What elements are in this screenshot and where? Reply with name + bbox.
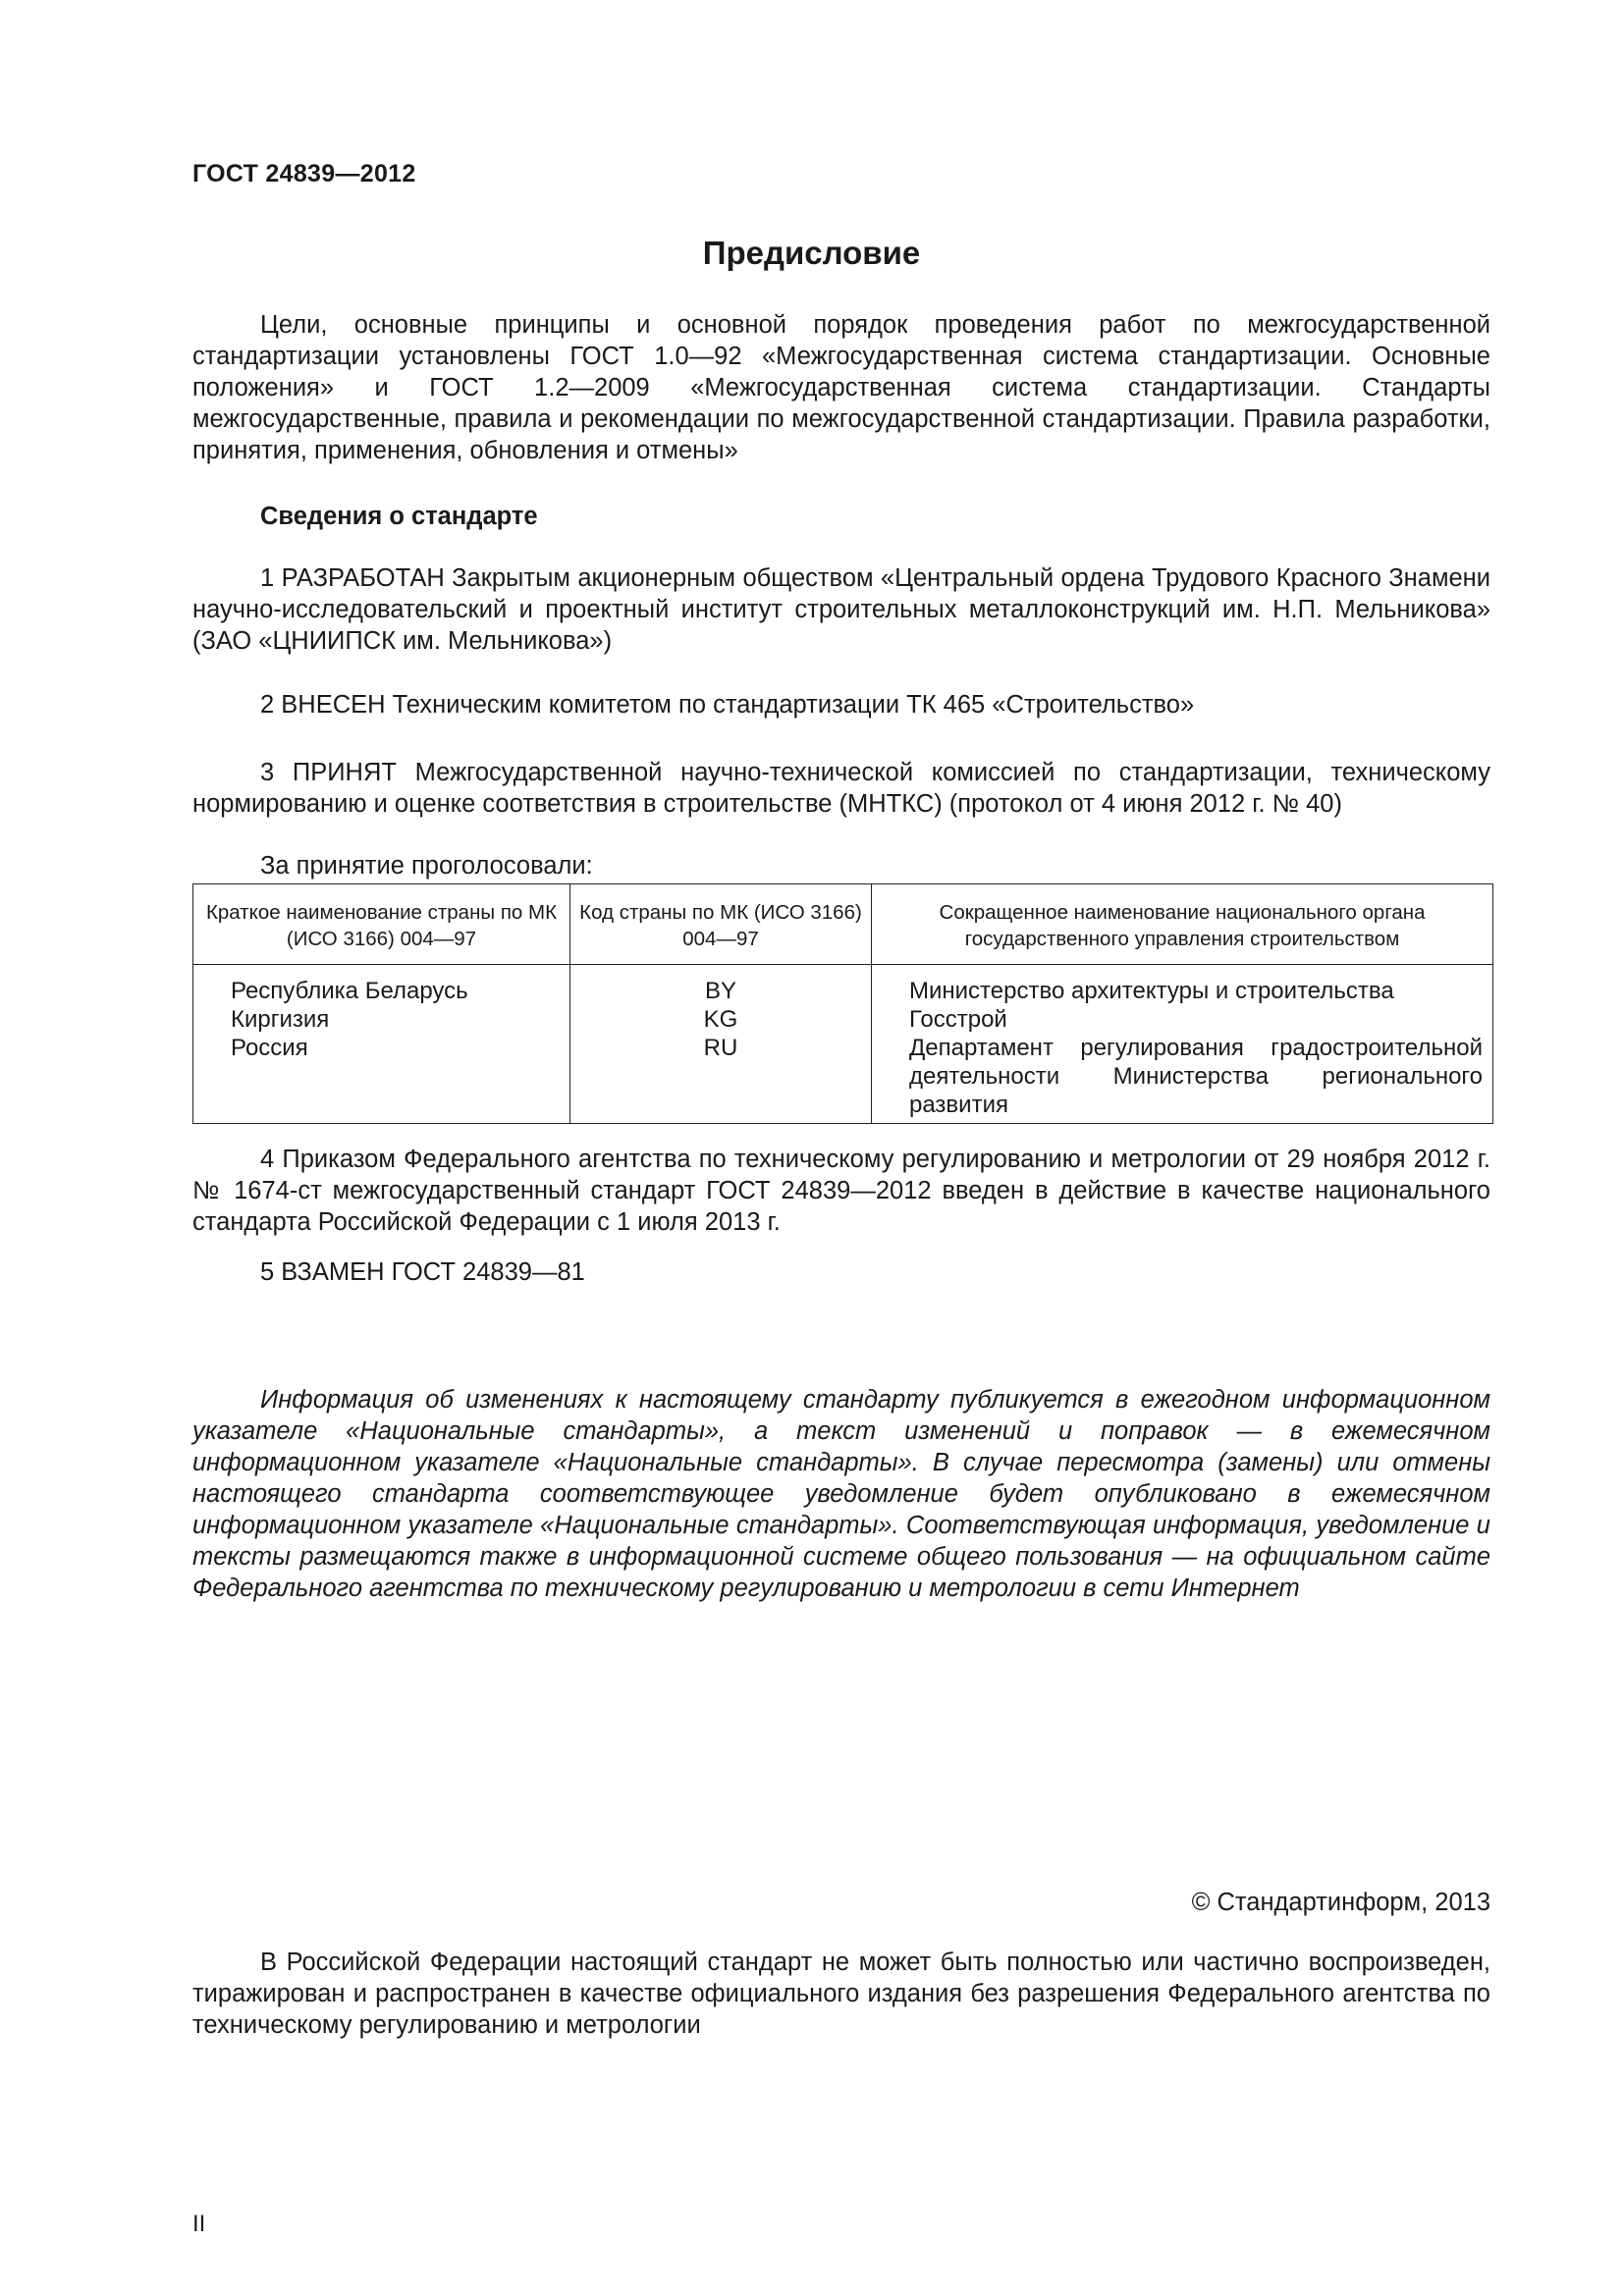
voted-label: За принятие проголосовали: <box>260 852 593 880</box>
document-code-header: ГОСТ 24839—2012 <box>192 160 416 187</box>
table-row <box>193 1005 1493 1034</box>
item-2-introduced: 2 ВНЕСЕН Техническим комитетом по стандартизации ТК 465 «Строительство» <box>260 691 1195 719</box>
table-cell-authority: Департамент регулирования градостроительной деятельности Министерства регионального развития <box>872 1034 1493 1124</box>
intro-paragraph: Цели, основные принципы и основной порядок проведения работ по межгосударственной стандартизации установлены ГОСТ 1.0—92 «Межгосударственная система стандартизации. Основные положения» и ГОСТ 1.2—2009 «Межгосударственная система стандартизации. Стандарты межгосударственные, правила и рекомендации по межгосударственной стандартизации. Правила разработки, принятия, применения, обновления и отмены» <box>192 311 1490 464</box>
item-4-order: 4 Приказом Федерального агентства по техническому регулированию и метрологии от 29 ноября 2012 г. № 1674-ст межгосударственный стандарт ГОСТ 24839—2012 введен в действие в качестве национального стандарта Российской Федерации с 1 июля 2013 г. <box>192 1146 1490 1236</box>
table-cell-code: BY <box>570 965 872 1006</box>
table-cell-country: Киргизия <box>193 1005 570 1034</box>
table-header-row <box>193 884 1493 965</box>
table-header-code: Код страны по МК (ИСО 3166) 004—97 <box>570 884 872 965</box>
table-row <box>193 1034 1493 1124</box>
table-header-country: Краткое наименование страны по МК (ИСО 3166) 004—97 <box>193 884 570 965</box>
item-1-developed: 1 РАЗРАБОТАН Закрытым акционерным обществом «Центральный ордена Трудового Красного Знамени научно-исследовательский и проектный институт строительных металлоконструкций им. Н.П. Мельникова» (ЗАО «ЦНИИПСК им. Мельникова») <box>192 564 1490 655</box>
table-cell-country: Республика Беларусь <box>193 965 570 1006</box>
reproduction-notice: В Российской Федерации настоящий стандарт не может быть полностью или частично воспроизведен, тиражирован и распространен в качестве официального издания без разрешения Федерального агентства по техническому регулированию и метрологии <box>192 1949 1490 2039</box>
voting-countries-table <box>192 883 1493 1124</box>
table-cell-country: Россия <box>193 1034 570 1124</box>
table-cell-code: RU <box>570 1034 872 1124</box>
item-5-replaces: 5 ВЗАМЕН ГОСТ 24839—81 <box>260 1258 585 1286</box>
table-header-authority: Сокращенное наименование национального органа государственного управления строительством <box>872 884 1493 965</box>
table-row <box>193 965 1493 1006</box>
table-cell-authority: Госстрой <box>872 1005 1493 1034</box>
section-heading: Сведения о стандарте <box>260 503 538 530</box>
page-title: Предисловие <box>702 235 921 271</box>
item-3-adopted: 3 ПРИНЯТ Межгосударственной научно-технической комиссией по стандартизации, техническому нормированию и оценке соответствия в строительстве (МНТКС) (протокол от 4 июня 2012 г. № 40) <box>192 759 1490 818</box>
table-cell-authority: Министерство архитектуры и строительства <box>872 965 1493 1006</box>
copyright-line: © Стандартинформ, 2013 <box>1191 1889 1490 1916</box>
page-number: II <box>192 2211 206 2237</box>
changes-info-notice: Информация об изменениях к настоящему стандарту публикуется в ежегодном информационном указателе «Национальные стандарты», а текст изменений и поправок — в ежемесячном информационном указателе «Национальные стандарты». В случае пересмотра (замены) или отмены настоящего стандарта соответствующее уведомление будет опубликовано в ежемесячном информационном указателе «Национальные стандарты». Соответствующая информация, уведомление и тексты размещаются также в информационной системе общего пользования — на официальном сайте Федерального агентства по техническому регулированию и метрологии в сети Интернет <box>192 1386 1490 1602</box>
table-cell-code: KG <box>570 1005 872 1034</box>
